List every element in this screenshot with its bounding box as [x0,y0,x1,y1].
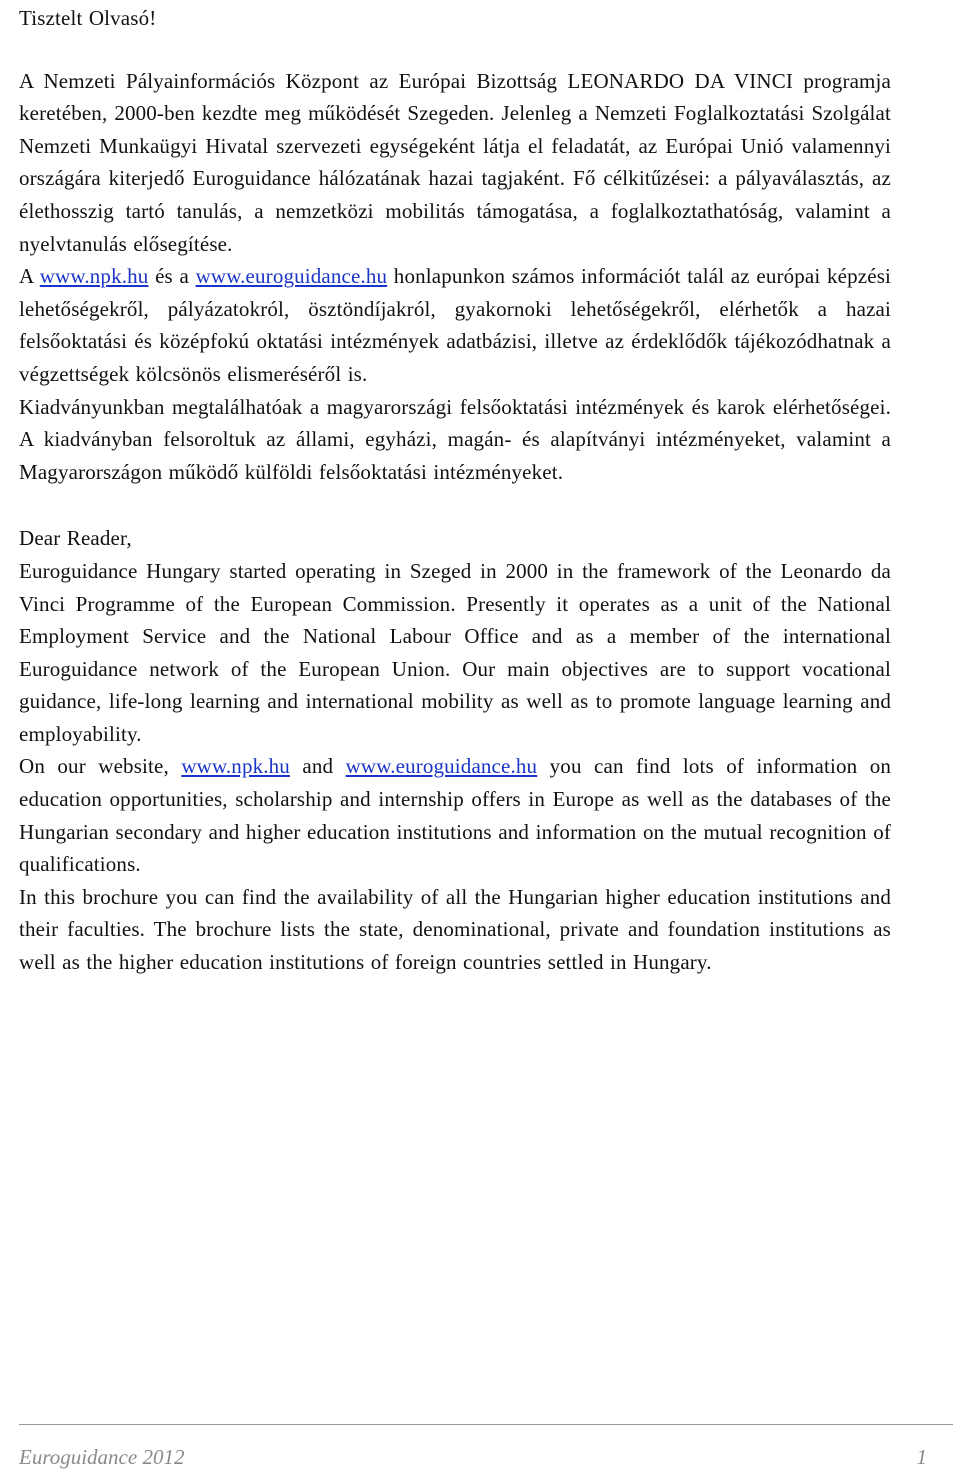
npk-link[interactable]: www.npk.hu [39,264,149,289]
spacer [19,35,891,65]
en-paragraph-intro: Euroguidance Hungary started operating in Szeged in 2000 in the framework of the Leonardo da Vinci Programme of the European Commission. Presently it operates as a unit of the National Employment Service and the National Labour Office and as a member of the international Euroguidance network of the European Union. Our main objectives are to support vocational guidance, life-long learning and international mobility as well as to promote language learning and employability. [19,558,891,746]
en-paragraph-website [19,750,891,880]
npk-link[interactable]: www.npk.hu [181,754,290,779]
hu-paragraph-website [19,260,891,390]
spacer [19,488,891,522]
hu-website-prefix: A [19,264,34,289]
footer-divider [19,1424,953,1425]
en-greeting: Dear Reader, [19,526,132,551]
hu-paragraph-intro: A Nemzeti Pályainformációs Központ az Európai Bizottság LEONARDO DA VINCI programja keretében, 2000-ben kezdte meg működését Szegeden. Jelenleg a Nemzeti Foglalkoztatási Szolgálat Nemzeti Munkaügyi Hivatal szervezeti egységeként látja el feladatát, az Európai Unió valamennyi országára kiterjedő Euroguidance hálózatának hazai tagjaként. Fő célkitűzései: a pályaválasztás, az élethosszig tartó tanulás, a nemzetközi mobilitás támogatása, a foglalkoztathatóság, valamint a nyelvtanulás elősegítése. [19,68,891,256]
en-website-and: and [302,754,334,779]
en-website-prefix: On our website, [19,754,169,779]
document-page [19,0,891,979]
en-website-rest: you can find lots of information on education opportunities, scholarship and internship offers in Europe as well as the databases of the Hungarian secondary and higher education institutions and information on the mutual recognition of qualifications. [19,754,892,877]
en-paragraph-brochure: In this brochure you can find the availability of all the Hungarian higher education institutions and their faculties. The brochure lists the state, denominational, private and foundation institutions as well as the higher education institutions of foreign countries settled in Hungary. [19,884,891,975]
footer-title: Euroguidance 2012 [19,1445,185,1469]
hu-greeting: Tisztelt Olvasó! [19,6,157,30]
euroguidance-link[interactable]: www.euroguidance.hu [195,264,388,289]
page-number: 1 [916,1445,927,1469]
hu-paragraph-brochure: Kiadványunkban megtalálhatóak a magyarországi felsőoktatási intézmények és karok elérhetőségei. A kiadványban felsoroltuk az állami, egyházi, magán- és alapítványi intézményeket, valamint a Magyarországon működő külföldi felsőoktatási intézményeket. [19,394,891,484]
euroguidance-link[interactable]: www.euroguidance.hu [345,754,538,779]
hu-website-rest: honlapunkon számos információt talál az európai képzési lehetőségekről, pályázatokról, ösztöndíjakról, gyakornoki lehetőségekről, elérhetők a hazai felsőoktatási és középfokú oktatási intézmények adatbázisi, illetve az érdeklődők tájékozódhatnak a végzettségek kölcsönös elismeréséről is. [19,264,892,386]
hu-website-and: és a [155,264,189,289]
